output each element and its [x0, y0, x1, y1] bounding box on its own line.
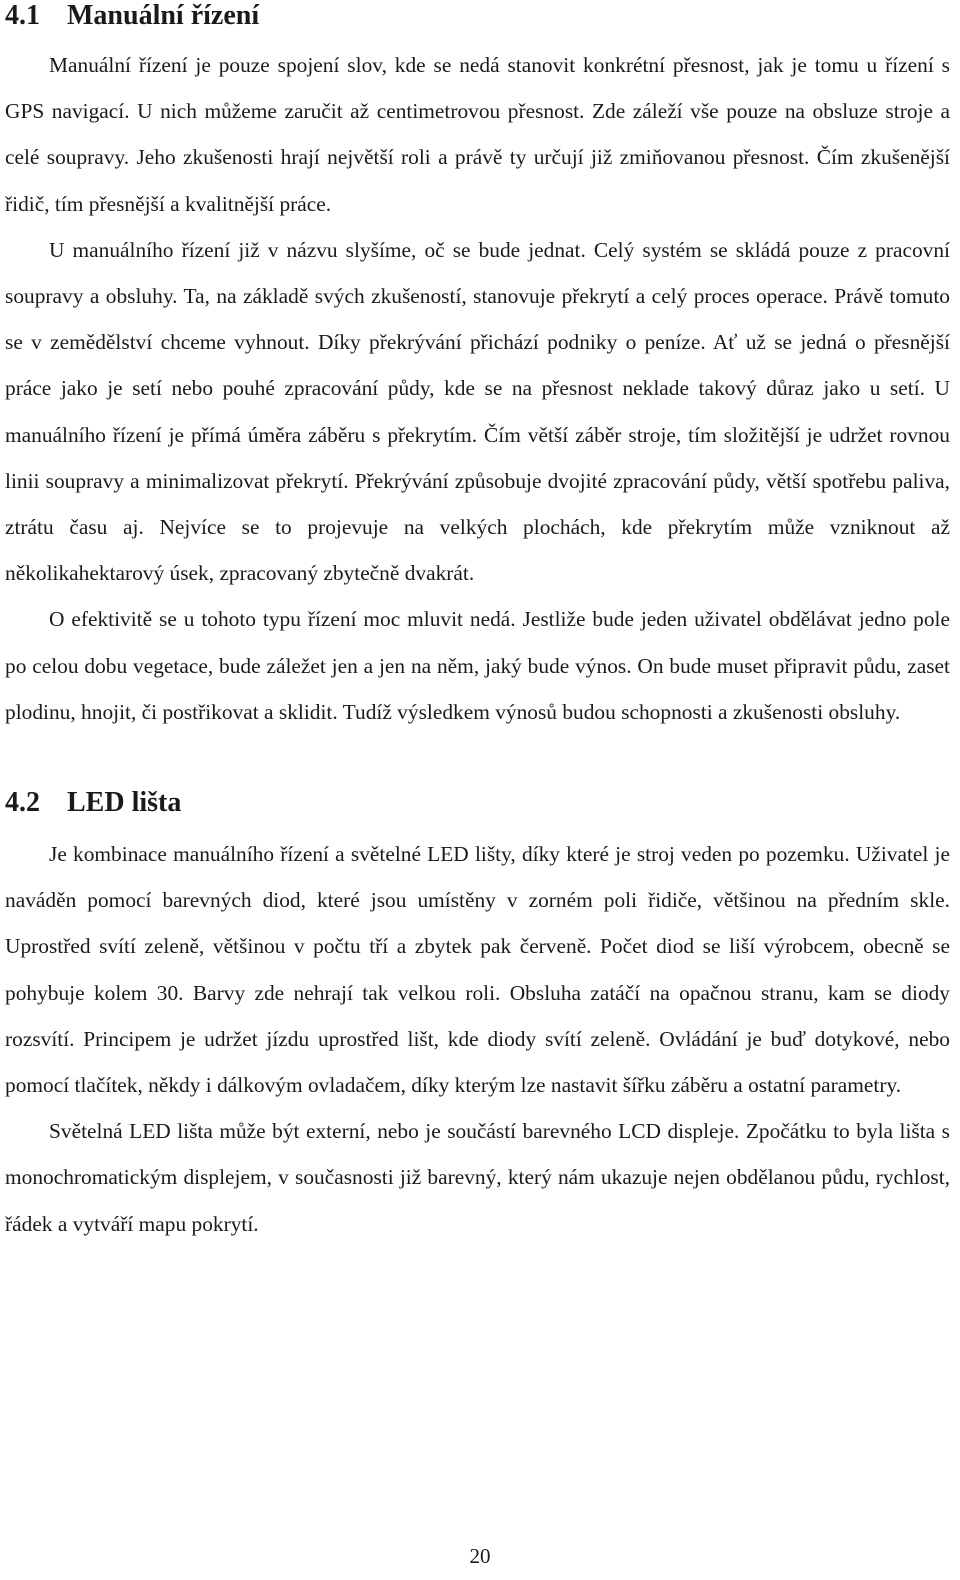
paragraph: O efektivitě se u tohoto typu řízení moc mluvit nedá. Jestliže bude jeden uživatel obdělávat jedno pole po celou dobu vegetace, bude záležet jen a jen na něm, jaký bude výnos. On bude muset připravit půdu, zaset plodinu, hnojit, či postřikovat a sklidit. Tudíž výsledkem výnosů budou schopnosti a zkušenosti obsluhy. — [5, 607, 950, 724]
section-number: 4.1 — [5, 0, 40, 31]
section-number: 4.2 — [5, 787, 40, 819]
section-heading-4-2 — [5, 787, 950, 819]
paragraph: Je kombinace manuálního řízení a světelné LED lišty, díky které je stroj veden po pozemku. Uživatel je naváděn pomocí barevných diod, které jsou umístěny v zorném poli řidiče, většinou na předním skle. Uprostřed svítí zeleně, většinou v počtu tří a zbytek pak červeně. Počet diod se liší výrobcem, obecně se pohybuje kolem 30. Barvy zde nehrají tak velkou roli. Obsluha zatáčí na opačnou stranu, kam se diody rozsvítí. Principem je udržet jízdu uprostřed lišt, kde diody svítí zeleně. Ovládání je buď dotykové, nebo pomocí tlačítek, někdy i dálkovým ovladačem, díky kterým lze nastavit šířku záběru a ostatní parametry. — [5, 842, 950, 1098]
paragraph: U manuálního řízení již v názvu slyšíme, oč se bude jednat. Celý systém se skládá pouze z pracovní soupravy a obsluhy. Ta, na základě svých zkušeností, stanovuje překrytí a celý proces operace. Právě tomuto se v zemědělství chceme vyhnout. Díky překrývání přichází podniky o peníze. Ať už se jedná o přesnější práce jako je setí nebo pouhé zpracování půdy, kde se na přesnost neklade takový důraz jako u setí. U manuálního řízení je přímá úměra záběru s překrytím. Čím větší záběr stroje, tím složitější je udržet rovnou linii soupravy a minimalizovat překrytí. Překrývání způsobuje dvojité zpracování půdy, větší spotřebu paliva, ztrátu času aj. Nejvíce se to projevuje na velkých plochách, kde překrytím může vzniknout až několikahektarový úsek, zpracovaný zbytečně dvakrát. — [5, 237, 950, 586]
section-title: Manuální řízení — [67, 0, 260, 31]
document-page — [5, 0, 950, 1247]
paragraph: Manuální řízení je pouze spojení slov, kde se nedá stanovit konkrétní přesnost, jak je tomu u řízení s GPS navigací. U nich můžeme zaručit až centimetrovou přesnost. Zde záleží vše pouze na obsluze stroje a celé soupravy. Jeho zkušenosti hrají největší roli a právě ty určují již zmiňovanou přesnost. Čím zkušenější řidič, tím přesnější a kvalitnější práce. — [5, 53, 950, 216]
section-heading-4-1 — [5, 0, 950, 32]
page-number: 20 — [469, 1544, 491, 1568]
paragraph: Světelná LED lišta může být externí, nebo je součástí barevného LCD displeje. Zpočátku to byla lišta s monochromatickým displejem, v současnosti již barevný, který nám ukazuje nejen obdělanou půdu, rychlost, řádek a vytváří mapu pokrytí. — [5, 1119, 950, 1236]
section-title: LED lišta — [67, 787, 182, 819]
